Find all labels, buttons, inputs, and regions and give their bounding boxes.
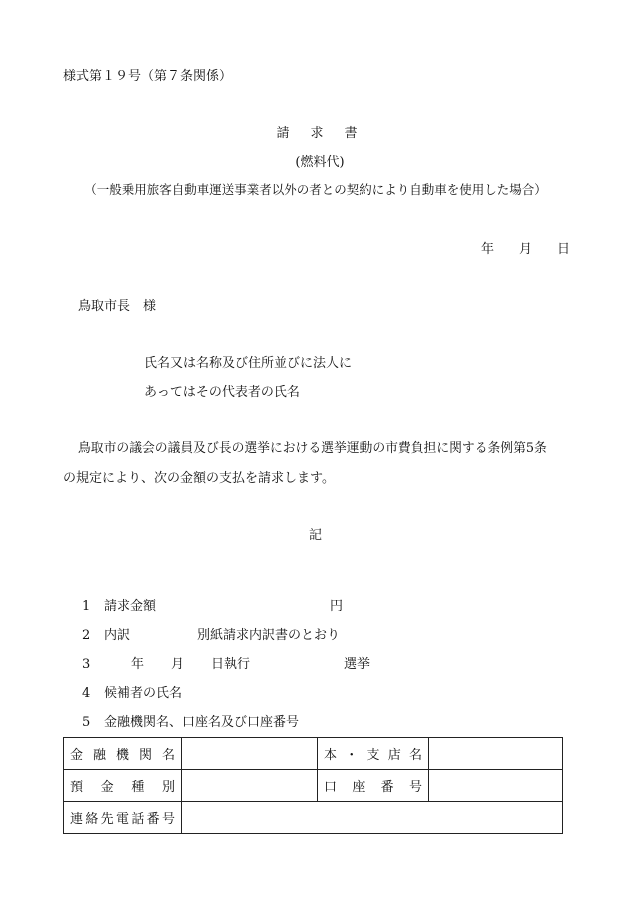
applicant-line-1: 氏名又は名称及び住所並びに法人に — [144, 356, 353, 371]
item-5-number: 5 — [82, 715, 91, 730]
date-year: 年 — [481, 242, 495, 257]
item-3-number: 3 — [82, 657, 91, 672]
item-5-label: 金融機関名、口座名及び口座番号 — [104, 715, 300, 730]
bank-row-2 — [64, 770, 563, 802]
item-2-label: 内訳 — [104, 628, 131, 643]
bank-info-table — [63, 737, 563, 834]
account-number-label: 口 座 番 号 — [318, 770, 429, 802]
item-4-label: 候補者の氏名 — [104, 686, 183, 701]
item-4-number: 4 — [82, 686, 91, 701]
account-number-field[interactable] — [429, 770, 563, 802]
deposit-type-field[interactable] — [182, 770, 318, 802]
item-2-value: 別紙請求内訳書のとおり — [197, 628, 341, 643]
item-1-value: 円 — [330, 599, 344, 614]
contact-phone-field[interactable] — [182, 802, 563, 834]
bank-row-3 — [64, 802, 563, 834]
item-3-year: 年 — [131, 657, 145, 672]
document-subtitle: (燃料代) — [295, 155, 345, 170]
date-month: 月 — [519, 242, 533, 257]
item-2-number: 2 — [82, 628, 91, 643]
item-3-executed: 日執行 — [211, 657, 251, 672]
document-title: 請 求 書 — [276, 126, 362, 141]
date-day: 日 — [557, 242, 571, 257]
form-number: 様式第１９号（第７条関係） — [63, 69, 233, 84]
branch-name-field[interactable] — [429, 738, 563, 770]
item-1-number: 1 — [82, 599, 91, 614]
addressee: 鳥取市長 様 — [78, 299, 157, 314]
branch-name-label: 本 ・ 支 店 名 — [318, 738, 429, 770]
item-1-label: 請求金額 — [104, 599, 157, 614]
bank-name-label: 金 融 機 関 名 — [64, 738, 182, 770]
item-3-month: 月 — [171, 657, 185, 672]
item-3-election: 選挙 — [344, 657, 371, 672]
bank-row-1 — [64, 738, 563, 770]
bank-name-field[interactable] — [182, 738, 318, 770]
contact-phone-label: 連 絡 先 電 話 番 号 — [64, 802, 182, 834]
body-text-line-2: の規定により、次の金額の支払を請求します。 — [63, 471, 335, 486]
body-text-line-1: 鳥取市の議会の議員及び長の選挙における選挙運動の市費負担に関する条例第5条 — [78, 441, 547, 456]
ki-heading: 記 — [309, 528, 323, 543]
applicant-line-2: あってはその代表者の氏名 — [144, 385, 300, 400]
document-note: （一般乗用旅客自動車運送事業者以外の者との契約により自動車を使用した場合） — [84, 182, 547, 197]
deposit-type-label: 預 金 種 別 — [64, 770, 182, 802]
